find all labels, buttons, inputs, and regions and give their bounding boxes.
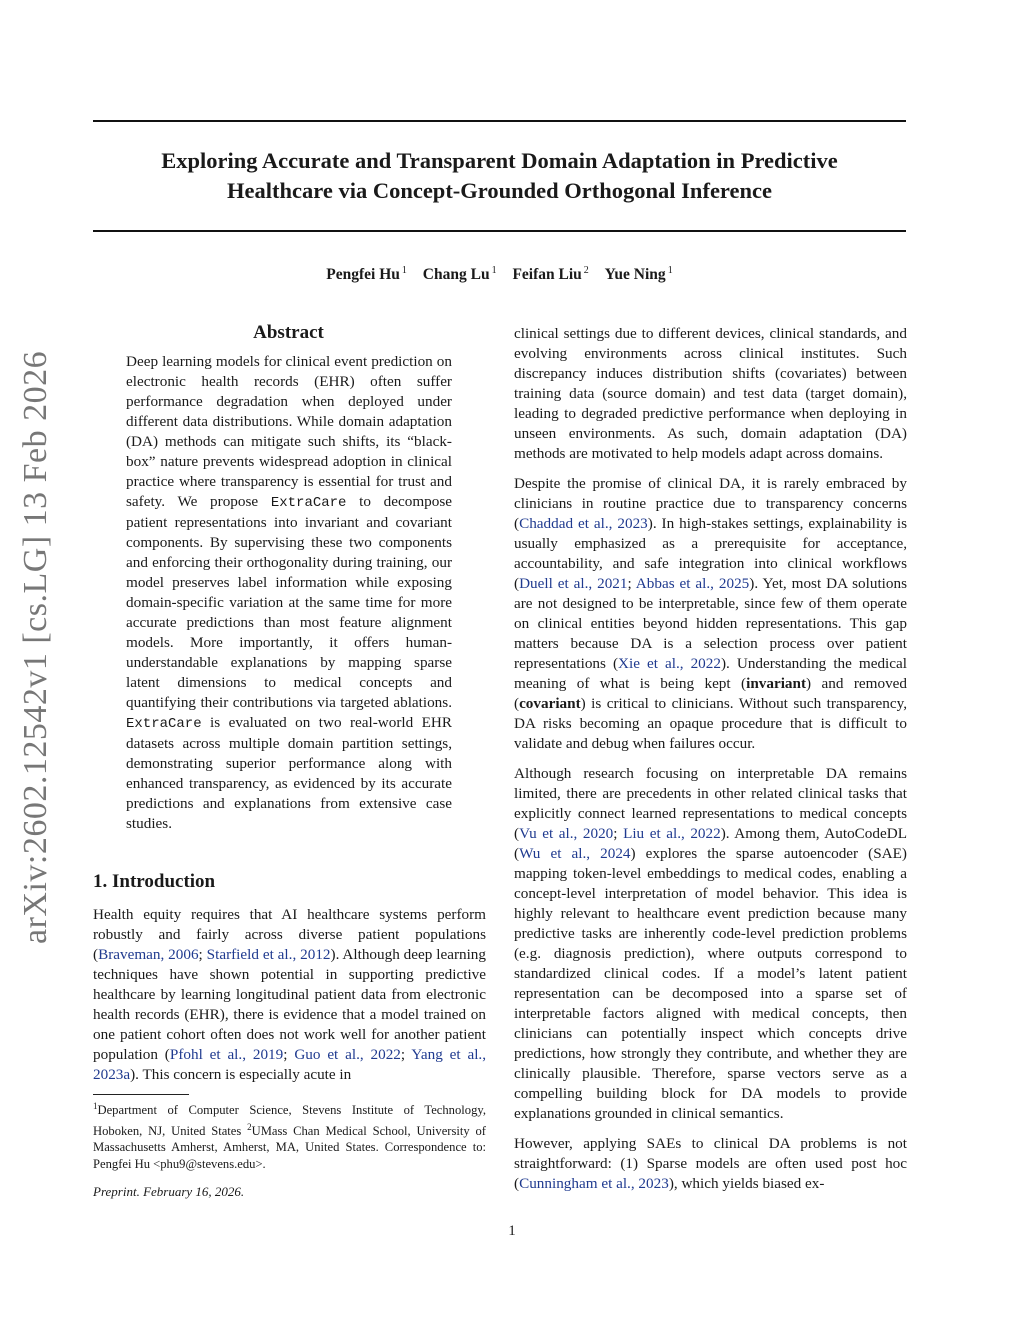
affiliation-mark: 1 (491, 265, 497, 276)
page-number: 1 (508, 1223, 516, 1239)
body-text: ) explores the sparse autoencoder (SAE) mapping token-level embeddings to medical codes, enabling a concept-level interpretation of model behavior. This idea is highly relevant to healthcare event prediction because many predictive tasks are inherently code-level prediction problems (e.g. diagnosis prediction), where outputs correspond to standardized clinical codes. If a model’s latent patient representation can be decomposed into a sparse set of interpretable factors aligned with medical concepts, then clinicians can potentially inspect which concepts drive predictions, how strongly they contribute, and whether they are clinically plausible. Therefore, sparse vectors serve as a compelling building block for DA models to provide explanations grounded in clinical semantics. (514, 845, 907, 1122)
citation-link[interactable]: Xie et al., 2022 (618, 655, 721, 672)
author-name: Feifan Liu (512, 266, 582, 284)
body-paragraph: Despite the promise of clinical DA, it is rarely embraced by clinicians in routine practice due to transparency concerns (Chaddad et al., 2023). In high-stakes settings, explainability is usually emphasized as a prerequisite for acceptance, accountability, and safe integration into clinical workflows (Duell et al., 2021; Abbas et al., 2025). Yet, most DA solutions are not designed to be interpretable, since few of them operate on clinical entities beyond hidden representations. This gap matters because DA is a selection process over patient representations (Xie et al., 2022). Understanding the medical meaning of what is being kept (invariant) and removed (covariant) is critical to clinicians. Without such transparency, DA risks becoming an opaque procedure that is difficult to validate and debug when failures occur. (514, 475, 908, 752)
body-text: ). In high-stakes settings, explainability is usually emphasized as a prerequisite for acceptance, accountability, and safe integration into clinical workflows ( (514, 515, 907, 592)
citation-link[interactable]: Vu et al., 2020 (519, 825, 614, 842)
citation-link[interactable]: Guo et al., 2022 (294, 1046, 401, 1063)
title-line-2: Healthcare via Concept-Grounded Orthogonal Inference (227, 178, 772, 203)
footnote-mark: 1 (93, 1101, 98, 1111)
footnote-mark: 2 (247, 1121, 252, 1132)
citation-link[interactable]: Starfield et al., 2012 (206, 946, 331, 963)
body-text: ) and removed ( (514, 675, 908, 712)
affiliation-mark: 1 (401, 265, 407, 276)
author-list (93, 265, 906, 284)
citation-link[interactable]: Yang et al., 2023a (93, 1046, 487, 1083)
affiliation-mark: 2 (583, 265, 589, 276)
author-name: Chang Lu (422, 266, 490, 284)
body-text: ), which yields biased ex- (668, 1175, 825, 1192)
body-paragraph: clinical settings due to different devices, clinical standards, and evolving environments across clinical institutes. Such discrepancy induces distribution shifts (covariates) between training data (source domain) and test data (target domain), leading to degraded predictive performance when deploying in unseen environments. As such, domain adaptation (DA) methods are motivated to help models adapt across domains. (514, 325, 907, 462)
footnote-text: Department of Computer Science, Stevens Institute of Technology, Hoboken, NJ, United States (93, 1103, 486, 1138)
abstract-heading: Abstract (253, 322, 324, 343)
author-name: Yue Ning (604, 266, 666, 284)
bold-term: covariant (519, 695, 581, 712)
body-text: ). Among them, AutoCodeDL ( (514, 825, 907, 862)
citation-link[interactable]: Pfohl et al., 2019 (169, 1046, 284, 1063)
arxiv-identifier: arXiv:2602.12542v1 [cs.LG] 13 Feb 2026 (17, 350, 54, 945)
right-column-body (514, 324, 907, 1194)
affiliation-mark: 1 (667, 265, 673, 276)
paper-title (93, 146, 906, 206)
citation-link[interactable]: Abbas et al., 2025 (635, 575, 750, 592)
title-line-1: Exploring Accurate and Transparent Domain Adaptation in Predictive (161, 148, 838, 173)
citation-link[interactable]: Braveman, 2006 (98, 946, 199, 963)
body-text: Despite the promise of clinical DA, it is rarely embraced by clinicians in routine practice due to transparency concerns ( (514, 475, 907, 532)
abstract-text: is evaluated on two real-world EHR datasets across multiple domain partition settings, demonstrating superior performance along with enhanced transparency, as evidenced by its accurate predictions and explanations from extensive case studies. (126, 714, 452, 832)
bold-term: invariant (746, 675, 807, 692)
abstract-paragraph (126, 352, 452, 834)
author-name: Pengfei Hu (326, 266, 400, 284)
title-bottom-rule (93, 230, 906, 232)
body-text: ). Yet, most DA solutions are not designed to be interpretable, since few of them operate on clinical entities beyond hidden representations. This gap matters because DA is a selection process over patient representations ( (514, 575, 907, 672)
intro-paragraph: Health equity requires that AI healthcare systems perform robustly and fairly across diverse patient populations (Braveman, 2006; Starfield et al., 2012). Although deep learning techniques have shown potential in supporting predictive healthcare by learning longitudinal patient data from electronic health records (EHR), there is evidence that a model trained on one patient cohort often does not work well for another patient population (Pfohl et al., 2019; Guo et al., 2022; Yang et al., 2023a). This concern is especially acute in (93, 906, 487, 1083)
body-paragraph (514, 1134, 907, 1194)
footnote-text: UMass Chan Medical School, University of Massachusetts Amherst, Amherst, MA, United States. Correspondence to: Pengfei Hu <phu9@stevens.edu>. (93, 1123, 486, 1171)
title-top-rule (93, 120, 906, 122)
citation-link[interactable]: Wu et al., 2024 (519, 845, 631, 862)
method-name: ExtraCare (126, 716, 202, 732)
body-paragraph: Although research focusing on interpretable DA remains limited, there are precedents in other related clinical tasks that explicitly connect learned representations to medical concepts (Vu et al., 2020; Liu et al., 2022). Among them, AutoCodeDL (Wu et al., 2024) explores the sparse autoencoder (SAE) mapping token-level embeddings to medical codes, enabling a concept-level interpretation of model behavior. This idea is highly relevant to healthcare event prediction because many predictive tasks are inherently code-level prediction problems (e.g. diagnosis prediction), where outputs correspond to standardized clinical codes. If a model’s latent patient representation can be decomposed into a sparse set of interpretable factors aligned with medical concepts, then clinicians can potentially inspect which concepts drive predictions, how strongly they contribute, and whether they are clinically plausible. Therefore, sparse vectors serve as a compelling building block for DA models to provide explanations grounded in clinical semantics. (514, 765, 907, 1122)
citation-link[interactable]: Liu et al., 2022 (623, 825, 721, 842)
section-heading-introduction: 1. Introduction (93, 871, 216, 892)
citation-link[interactable]: Duell et al., 2021 (519, 575, 628, 592)
body-text: Although research focusing on interpretable DA remains limited, there are precedents in other related clinical tasks that explicitly connect learned representations to medical concepts ( (514, 765, 907, 842)
author (326, 266, 407, 283)
body-text: ). This concern is especially acute in (130, 1066, 352, 1083)
body-text: ) is critical to clinicians. Without such transparency, DA risks becoming an opaque procedure that is difficult to validate and debug when failures occur. (514, 695, 907, 752)
citation-link[interactable]: Chaddad et al., 2023 (519, 515, 648, 532)
preprint-notice: Preprint. February 16, 2026. (93, 1184, 245, 1199)
abstract-text: Deep learning models for clinical event prediction on electronic health records (EHR) often suffer performance degradation when deployed under different data distributions. While domain adaptation (DA) methods can mitigate such shifts, its “black-box” nature prevents widespread adoption in clinical practice where transparency is essential for trust and safety. We propose (126, 353, 452, 510)
body-text: ). Although deep learning techniques have shown potential in supporting predictive healthcare by learning longitudinal patient data from electronic health records (EHR), there is evidence that a model trained on one patient cohort often does not work well for another patient population ( (93, 946, 486, 1063)
abstract-body (126, 352, 452, 834)
body-text: Health equity requires that AI healthcare systems perform robustly and fairly across diverse patient populations ( (93, 906, 486, 963)
introduction-body (93, 905, 486, 1085)
affiliation-footnote (93, 1098, 486, 1172)
abstract-text: to decompose patient representations into invariant and covariant components. By supervising these two components and enforcing their orthogonality during training, our model preserves label information while exposing domain-specific variation at the same time for more accurate predictions than most feature alignment models. More importantly, it offers human-understandable explanations by mapping sparse latent dimensions to medical concepts and quantifying their contributions via targeted ablations. (126, 493, 452, 711)
author (512, 266, 588, 283)
body-text: ). Understanding the medical meaning of what is being kept ( (514, 655, 907, 692)
body-text: However, applying SAEs to clinical DA problems is not straightforward: (1) Sparse models are often used post hoc ( (514, 1135, 907, 1192)
footnote-rule (93, 1094, 189, 1095)
author (423, 266, 497, 283)
method-name: ExtraCare (270, 495, 347, 511)
author (605, 266, 673, 283)
citation-link[interactable]: Cunningham et al., 2023 (519, 1175, 669, 1192)
